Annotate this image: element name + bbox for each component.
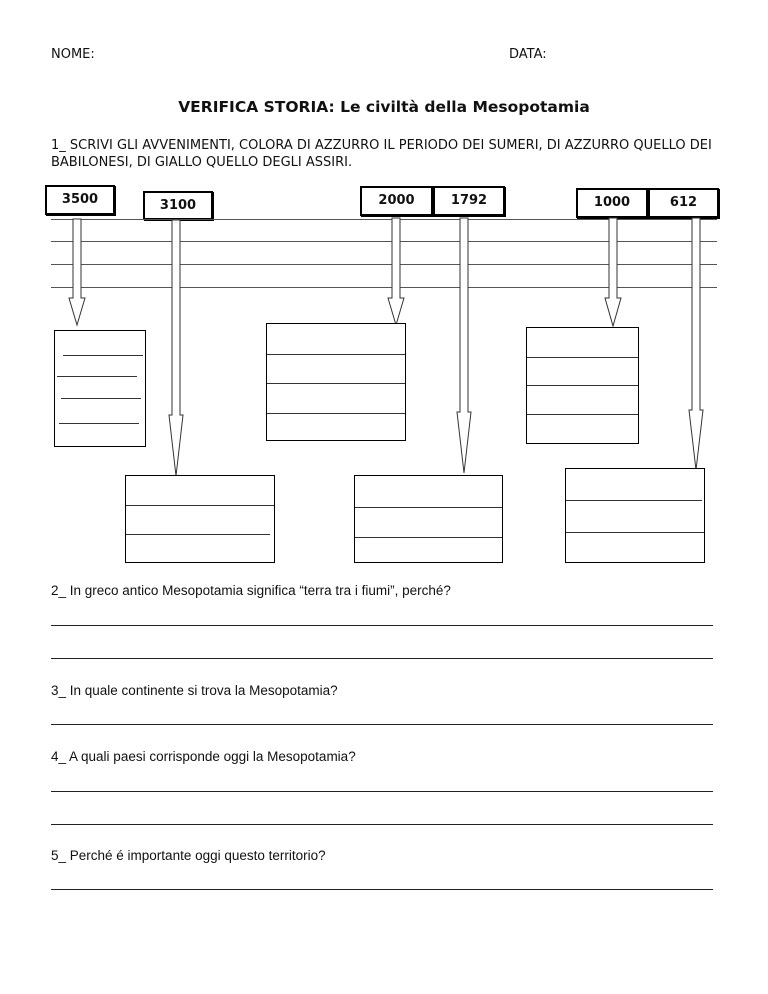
box-writing-line [61,398,141,399]
box-writing-line [566,532,704,533]
event-box-3[interactable] [526,327,639,444]
box-writing-line [267,383,405,384]
arrow-612 [689,218,703,470]
event-box-5[interactable] [354,475,503,563]
year-box-3500: 3500 [45,185,115,215]
box-writing-line [57,376,137,377]
event-box-2[interactable] [266,323,406,441]
date-label: DATA: [509,47,547,62]
box-writing-line [63,355,143,356]
box-writing-line [126,505,274,506]
answer-line[interactable] [51,658,713,659]
event-box-1[interactable] [54,330,146,447]
box-writing-line [527,385,638,386]
question-2: 2_ In greco antico Mesopotamia significa “terra tra i fiumi”, perché? [51,583,451,598]
name-label: NOME: [51,47,95,62]
year-box-612: 612 [648,188,719,218]
arrow-3500 [69,219,85,325]
year-box-2000: 2000 [360,186,433,216]
box-writing-line [566,500,702,501]
box-writing-line [355,507,502,508]
event-box-4[interactable] [125,475,275,563]
answer-line[interactable] [51,724,713,725]
page-title: VERIFICA STORIA: Le civiltà della Mesopotamia [178,98,590,116]
box-writing-line [59,423,139,424]
answer-line[interactable] [51,889,713,890]
question-3: 3_ In quale continente si trova la Mesopotamia? [51,683,338,698]
exercise-1-instructions: 1_ SCRIVI GLI AVVENIMENTI, COLORA DI AZZURRO IL PERIODO DEI SUMERI, DI AZZURRO QUELLO DEI BABILONESI, DI GIALLO QUELLO DEGLI ASSIRI. [51,138,712,170]
box-writing-line [267,354,405,355]
arrow-1000 [605,218,621,326]
year-box-1000: 1000 [576,188,648,218]
year-box-3100: 3100 [143,191,213,220]
box-writing-line [267,413,405,414]
year-box-1792: 1792 [433,186,505,216]
box-writing-line [126,534,270,535]
answer-line[interactable] [51,791,713,792]
box-writing-line [355,537,502,538]
event-box-6[interactable] [565,468,705,563]
answer-line[interactable] [51,625,713,626]
answer-line[interactable] [51,824,713,825]
box-writing-line [527,357,638,358]
arrow-2000 [388,218,404,325]
arrow-3100 [169,220,183,476]
question-5: 5_ Perché é importante oggi questo territorio? [51,848,326,863]
arrow-1792 [457,218,471,473]
question-4: 4_ A quali paesi corrisponde oggi la Mesopotamia? [51,749,356,764]
box-writing-line [527,414,638,415]
